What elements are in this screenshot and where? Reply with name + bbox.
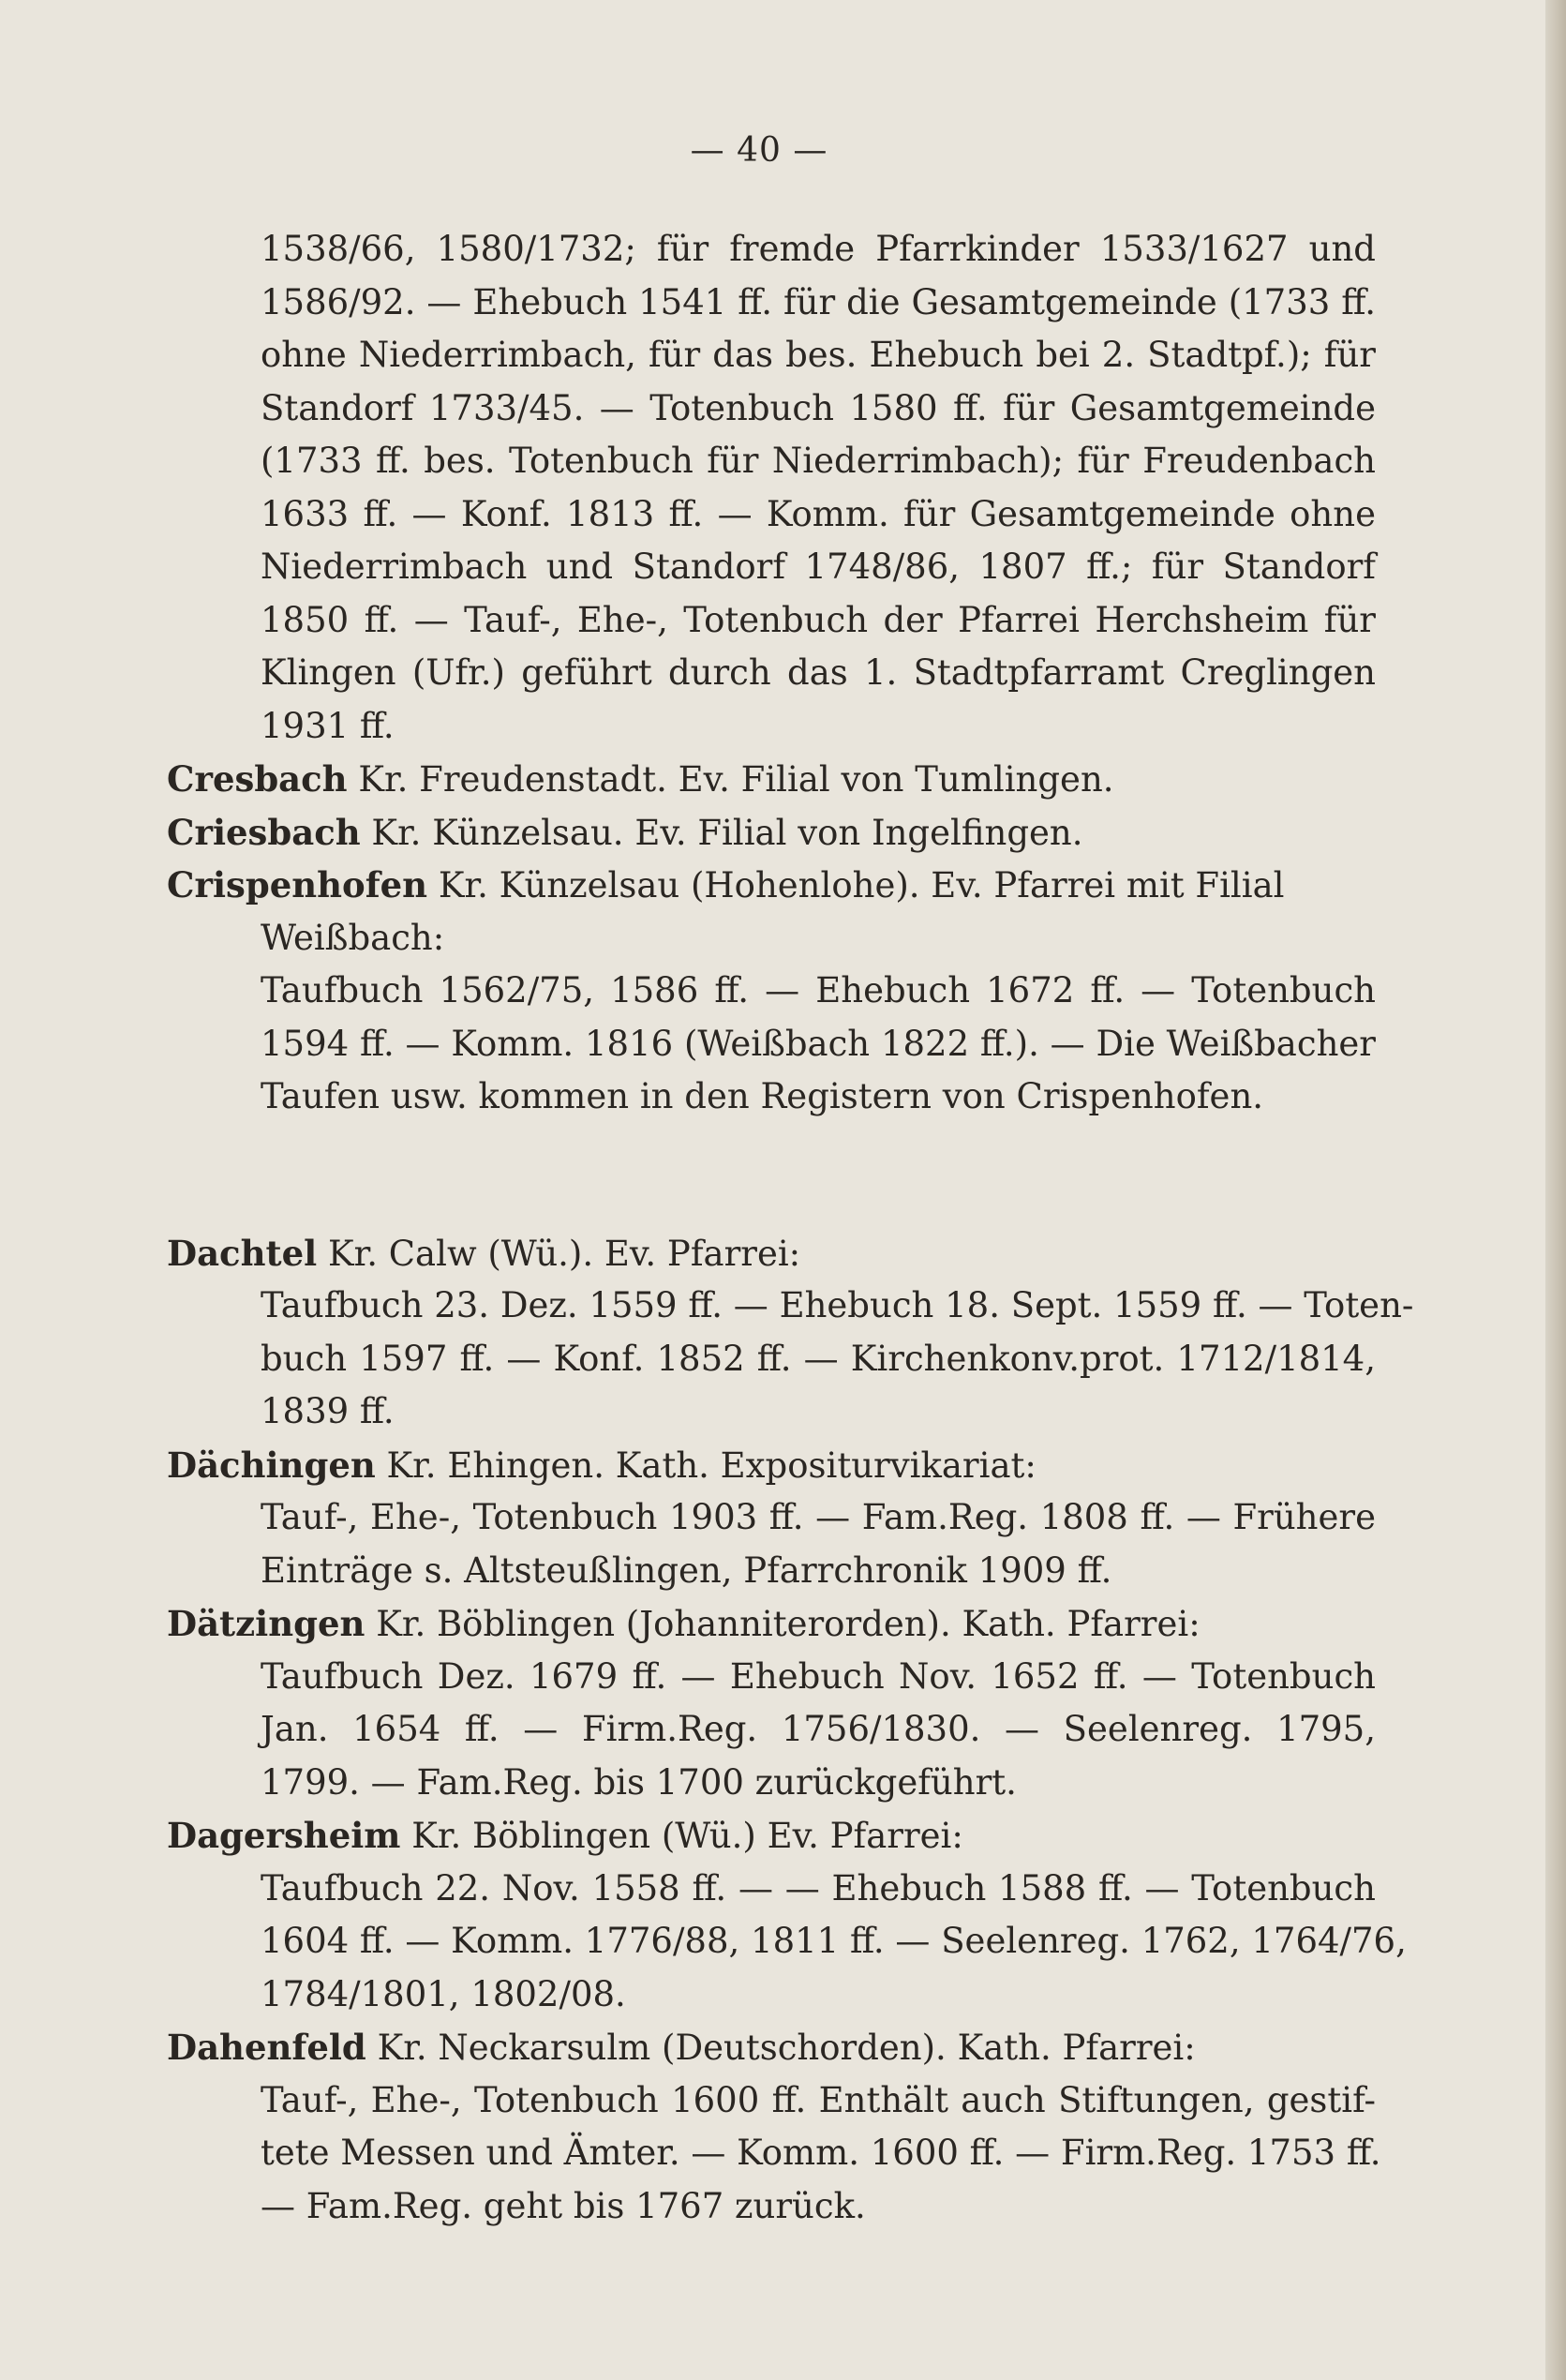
text-line: 1594 ff. — Komm. 1816 (Weißbach 1822 ff.). — Die Weißbacher xyxy=(261,1023,1376,1064)
text-line: Tauf-, Ehe-, Totenbuch 1903 ff. — Fam.Reg. 1808 ff. — Frühere xyxy=(261,1497,1376,1537)
entry-dachtel xyxy=(167,1227,1414,1439)
entry-text: Kr. Künzelsau (Hohenlohe). Ev. Pfarrei mit Filial xyxy=(438,865,1285,906)
entry-dahenfeld xyxy=(167,2021,1381,2233)
text-line: 1839 ff. xyxy=(261,1391,395,1431)
entry-text: Kr. Böblingen (Wü.) Ev. Pfarrei: xyxy=(411,1816,963,1856)
continuation-block xyxy=(167,223,1376,753)
text-line: 1586/92. — Ehebuch 1541 ff. für die Gesamtgemeinde (1733 ff. xyxy=(261,281,1376,322)
page-number: — 40 — xyxy=(690,131,828,170)
text-line: 1604 ff. — Komm. 1776/88, 1811 ff. — Seelenreg. 1762, 1764/76, xyxy=(261,1921,1407,1961)
page-edge xyxy=(1545,0,1566,2380)
text-line: buch 1597 ff. — Konf. 1852 ff. — Kirchenkonv.prot. 1712/1814, xyxy=(261,1338,1376,1379)
entry-headword: Dätzingen xyxy=(167,1603,365,1644)
text-line: — Fam.Reg. geht bis 1767 zurück. xyxy=(261,2185,866,2226)
text-line: 1784/1801, 1802/08. xyxy=(261,1973,626,2014)
text-line: Niederrimbach und Standorf 1748/86, 1807 ff.; für Standorf xyxy=(261,546,1376,587)
text-line: Taufbuch 22. Nov. 1558 ff. — — Ehebuch 1588 ff. — Totenbuch xyxy=(261,1867,1376,1908)
entry-headword: Cresbach xyxy=(167,758,348,800)
entry-headword: Dagersheim xyxy=(167,1815,401,1856)
text-line: 1799. — Fam.Reg. bis 1700 zurückgeführt. xyxy=(261,1761,1017,1803)
entry-text: Kr. Freudenstadt. Ev. Filial von Tumlingen. xyxy=(358,759,1114,800)
entry-daechingen xyxy=(167,1439,1376,1598)
text-line: Standorf 1733/45. — Totenbuch 1580 ff. für Gesamtgemeinde xyxy=(261,387,1376,428)
text-line: 1850 ff. — Tauf-, Ehe-, Totenbuch der Pfarrei Herchsheim für xyxy=(261,599,1376,640)
text-line: (1733 ff. bes. Totenbuch für Niederrimbach); für Freudenbach xyxy=(261,441,1376,481)
text-line: Klingen (Ufr.) geführt durch das 1. Stadtpfarramt Creglingen xyxy=(261,652,1376,693)
entry-text: Kr. Ehingen. Kath. Expositurvikariat: xyxy=(386,1444,1037,1486)
text-line: 1633 ff. — Konf. 1813 ff. — Komm. für Gesamtgemeinde ohne xyxy=(261,493,1376,534)
entry-headword: Dächingen xyxy=(167,1444,376,1486)
page-body xyxy=(167,223,1414,2233)
text-line: tete Messen und Ämter. — Komm. 1600 ff. — Firm.Reg. 1753 ff. xyxy=(261,2133,1381,2173)
entry-dagersheim xyxy=(167,1809,1407,2021)
entry-text: Kr. Calw (Wü.). Ev. Pfarrei: xyxy=(327,1233,801,1274)
text-line: Einträge s. Altsteußlingen, Pfarrchronik 1909 ff. xyxy=(261,1549,1112,1591)
section-gap xyxy=(167,1124,1376,1227)
entry-crispenhofen xyxy=(167,859,1376,1124)
entry-headword: Dachtel xyxy=(167,1232,318,1274)
entry-text: Kr. Künzelsau. Ev. Filial von Ingelfingen. xyxy=(371,812,1083,853)
entry-daetzingen xyxy=(167,1597,1376,1809)
entry-text: Kr. Neckarsulm (Deutschorden). Kath. Pfarrei: xyxy=(377,2028,1196,2068)
text-line: Tauf-, Ehe-, Totenbuch 1600 ff. Enthält auch Stiftungen, gestif- xyxy=(261,2079,1376,2120)
text-line: Taufbuch 23. Dez. 1559 ff. — Ehebuch 18. Sept. 1559 ff. — Toten- xyxy=(261,1285,1414,1325)
entry-headword: Dahenfeld xyxy=(167,2027,366,2068)
entry-text: Kr. Böblingen (Johanniterorden). Kath. Pfarrei: xyxy=(376,1604,1201,1644)
text-line: Taufbuch Dez. 1679 ff. — Ehebuch Nov. 1652 ff. — Totenbuch xyxy=(261,1655,1376,1697)
text-line: 1538/66, 1580/1732; für fremde Pfarrkinder 1533/1627 und xyxy=(261,229,1376,269)
text-line: 1931 ff. xyxy=(261,705,395,746)
entry-cresbach xyxy=(167,753,1376,806)
entry-criesbach xyxy=(167,806,1376,860)
text-line: Taufbuch 1562/75, 1586 ff. — Ehebuch 1672 ff. — Totenbuch xyxy=(261,970,1376,1010)
text-line: Taufen usw. kommen in den Registern von Crispenhofen. xyxy=(261,1076,1264,1116)
text-line: ohne Niederrimbach, für das bes. Ehebuch bei 2. Stadtpf.); für xyxy=(261,335,1376,375)
text-line: Jan. 1654 ff. — Firm.Reg. 1756/1830. — Seelenreg. 1795, xyxy=(261,1709,1376,1749)
entry-headword: Crispenhofen xyxy=(167,864,428,906)
text-line: Weißbach: xyxy=(261,917,445,958)
entry-headword: Criesbach xyxy=(167,811,361,853)
